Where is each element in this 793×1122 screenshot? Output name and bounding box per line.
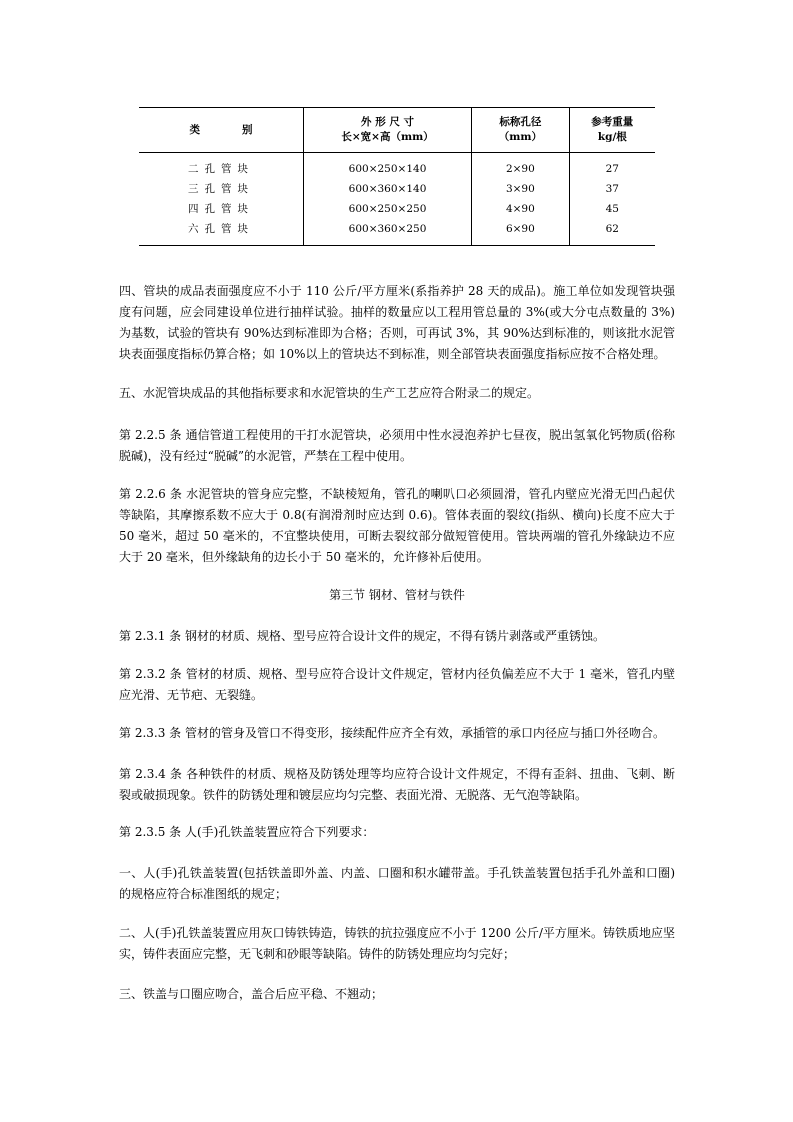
cell-bore: 3×90 xyxy=(472,179,570,199)
paragraph-clause-2-2-6: 第 2.2.6 条 水泥管块的管身应完整，不缺棱短角，管孔的喇叭口必须圆滑，管孔内壁应光滑无凹凸起伏等缺陷，其摩擦系数不应大于 0.8(有润滑剂时应达到 0.6)。管体表面的裂纹(指纵、横向)长度不应大于 50 毫米，超过 50 毫米的，不宜整块使用，可断去裂纹部分做短管使用。管块两端的管孔外缘缺边不应大于 20 毫米，但外缘缺角的边长小于 50 毫米的，允许修补后使用。 xyxy=(119,487,675,564)
header-bore-line2: （mm） xyxy=(498,131,542,143)
paragraph-sub-one: 一、人(手)孔铁盖装置(包括铁盖即外盖、内盖、口圈和积水罐带盖。手孔铁盖装置包括手孔外盖和口圈)的规格应符合标准图纸的规定； xyxy=(119,866,675,901)
header-weight xyxy=(569,108,655,153)
pipe-block-spec-table xyxy=(139,107,655,246)
paragraph-item-four: 四、管块的成品表面强度应不小于 110 公斤/平方厘米(系指养护 28 天的成品)。施工单位如发现管块强度有问题，应会同建设单位进行抽样试验。抽样的数量应以工程用管总量的 3%(或大分屯点数量的 3%)为基数，试验的管块有 90%达到标准即为合格；否则，可再试 3%，其 90%达到标准的，则该批水泥管块表面强度指标仍算合格；如 10%以上的管块达不到标准，则全部管块表面强度指标应按不合格处理。 xyxy=(119,284,675,361)
table-row xyxy=(139,179,655,199)
cell-weight: 27 xyxy=(605,163,619,175)
paragraph-sub-two: 二、人(手)孔铁盖装置应用灰口铸铁铸造，铸铁的抗拉强度应不小于 1200 公斤/平方厘米。铸铁质地应坚实，铸件表面应完整，无飞刺和砂眼等缺陷。铸件的防锈处理应均匀完好； xyxy=(119,926,675,961)
cell-category: 六孔管块 xyxy=(139,219,303,246)
header-weight-line2: kg/根 xyxy=(597,131,627,143)
header-category xyxy=(139,108,303,153)
header-weight-line1: 参考重量 xyxy=(591,116,634,128)
cell-bore: 2×90 xyxy=(472,153,570,180)
header-dimensions-line1: 外 形 尺 寸 xyxy=(361,116,415,128)
cell-dimensions: 600×250×140 xyxy=(303,153,471,180)
cell-bore: 4×90 xyxy=(472,199,570,219)
cell-bore: 6×90 xyxy=(472,219,570,246)
paragraph-clause-2-3-1: 第 2.3.1 条 钢材的材质、规格、型号应符合设计文件的规定，不得有锈片剥落或严重锈蚀。 xyxy=(119,629,605,643)
paragraph-clause-2-2-5: 第 2.2.5 条 通信管道工程使用的干打水泥管块，必须用中性水浸泡养护七昼夜，脱出氢氧化钙物质(俗称脱碱)，没有经过“脱碱”的水泥管，严禁在工程中使用。 xyxy=(119,428,675,463)
paragraph-clause-2-3-3: 第 2.3.3 条 管材的管身及管口不得变形，接续配件应齐全有效，承插管的承口内径应与插口外径吻合。 xyxy=(119,726,665,740)
cell-category: 三孔管块 xyxy=(139,179,303,199)
cell-dimensions: 600×250×250 xyxy=(303,199,471,219)
header-bore-line1: 标称孔径 xyxy=(499,116,542,128)
cell-dimensions: 600×360×140 xyxy=(303,179,471,199)
paragraph-sub-three: 三、铁盖与口圈应吻合，盖合后应平稳、不翘动； xyxy=(119,987,384,1001)
header-dimensions-line2: 长×宽×高（mm） xyxy=(341,131,434,143)
cell-category: 二孔管块 xyxy=(139,153,303,180)
cell-weight: 62 xyxy=(569,219,655,246)
paragraph-clause-2-3-5: 第 2.3.5 条 人(手)孔铁盖装置应符合下列要求： xyxy=(119,825,375,839)
cell-weight: 45 xyxy=(605,203,619,215)
table-header-row xyxy=(139,108,655,153)
paragraph-item-five: 五、水泥管块成品的其他指标要求和水泥管块的生产工艺应符合附录二的规定。 xyxy=(119,386,540,400)
paragraph-clause-2-3-4: 第 2.3.4 条 各种铁件的材质、规格及防锈处理等均应符合设计文件规定，不得有歪斜、扭曲、飞刺、断裂或破损现象。铁件的防锈处理和镀层应均匀完整、表面光滑、无脱落、无气泡等缺陷。 xyxy=(119,767,675,802)
table-row xyxy=(139,219,655,246)
table-row xyxy=(139,199,655,219)
section-title: 第三节 钢材、管材与铁件 xyxy=(329,588,465,602)
header-dimensions xyxy=(303,108,471,153)
cell-weight: 37 xyxy=(605,183,619,195)
paragraph-clause-2-3-2: 第 2.3.2 条 管材的材质、规格、型号应符合设计文件规定，管材内径负偏差应不大于 1 毫米，管孔内壁应光滑、无节疤、无裂缝。 xyxy=(119,667,675,702)
header-bore xyxy=(472,108,570,153)
table-row xyxy=(139,153,655,180)
header-category-text: 类 别 xyxy=(189,123,253,136)
cell-category: 四孔管块 xyxy=(139,199,303,219)
cell-dimensions: 600×360×250 xyxy=(303,219,471,246)
